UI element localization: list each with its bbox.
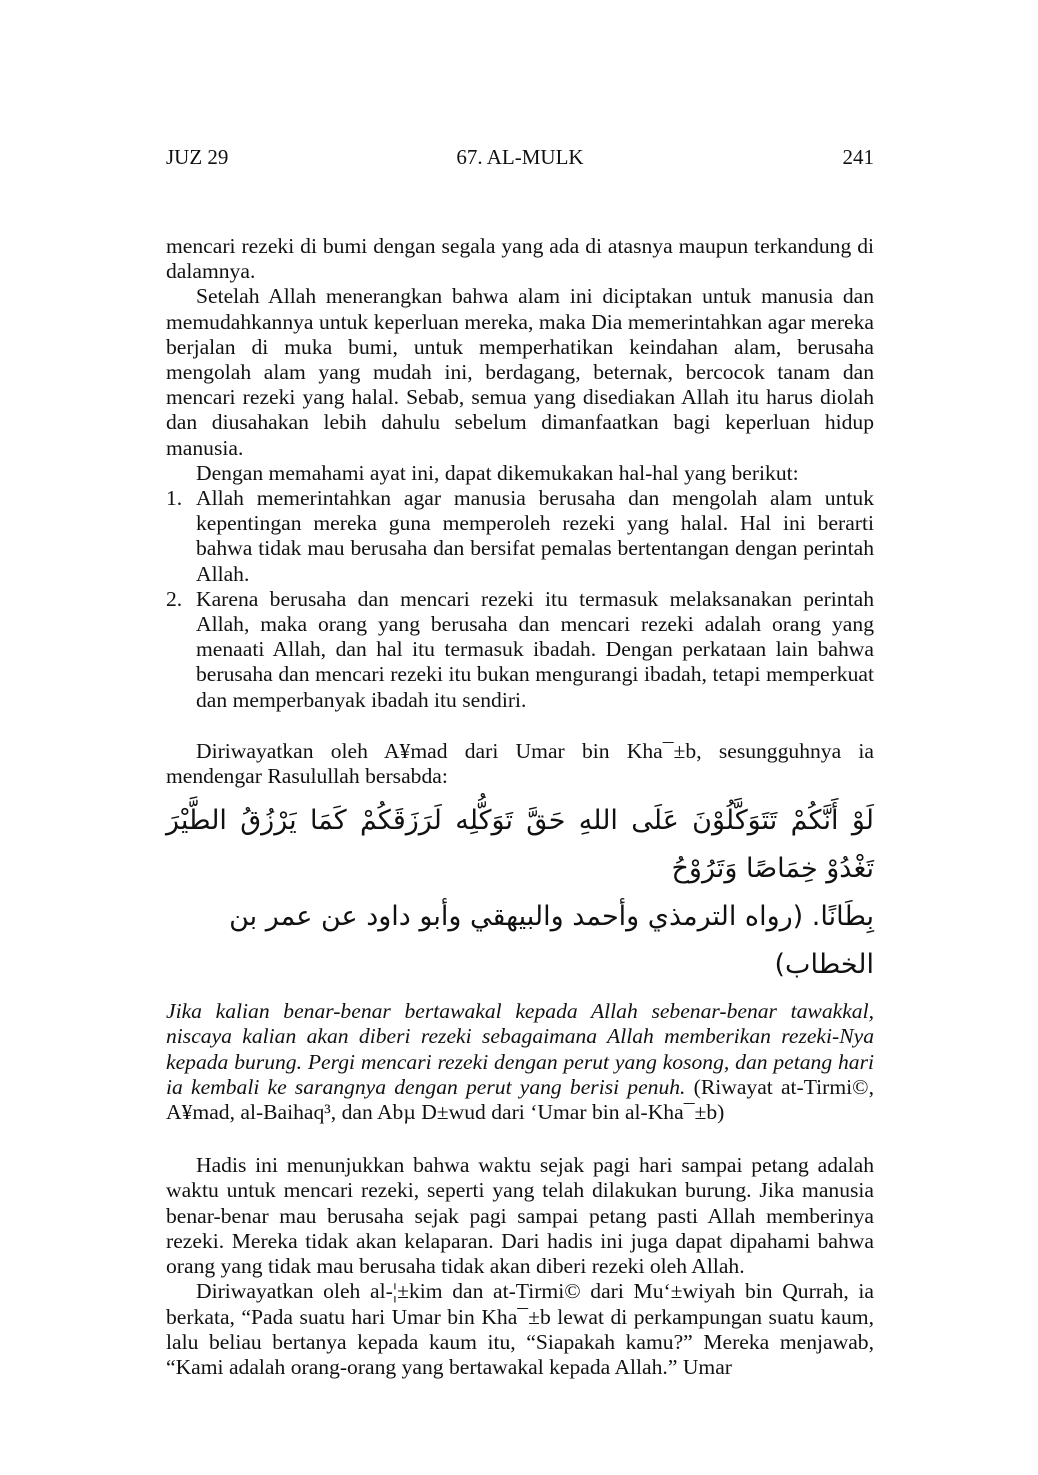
list-item (166, 486, 874, 587)
juz-label: JUZ 29 (166, 145, 229, 169)
list-text: Allah memerintahkan agar manusia berusaha dan mengolah alam untuk kepentingan mereka guna memperoleh rezeki yang halal. Hal ini berarti bahwa tidak mau berusaha dan bersifat pemalas bertentangan dengan perintah Allah. (196, 486, 874, 586)
page-number: 241 (842, 145, 874, 169)
list-item (166, 587, 874, 713)
list-number: 2. (166, 586, 183, 611)
arabic-line-1: لَوْ أَنَّكُمْ تَتَوَكَّلُوْنَ عَلَى اللهِ حَقَّ تَوَكُّلِه لَرَزَقَكُمْ كَمَا يَرْزُقُ الطَّيْرَ تَغْدُوْ خِمَاصًا وَتَرُوْحُ (166, 805, 874, 885)
page-body (166, 234, 874, 1380)
paragraph-list-intro: Dengan memahami ayat ini, dapat dikemukakan hal-hal yang berikut: (196, 460, 799, 485)
paragraph-narration: Diriwayatkan oleh al-¦±kim dan at-Tirmi© dari Mu‘±wiyah bin Qurrah, ia berkata, “Pada suatu hari Umar bin Kha¯±b lewat di perkampungan suatu kaum, lalu beliau bertanya kepada kaum itu, “Siapakah kamu?” Mereka menjawab, “Kami adalah orang-orang yang bertawakal kepada Allah.” Umar (166, 1279, 874, 1379)
spacer (166, 713, 874, 739)
arabic-line-2: بِطَانًا. (رواه الترمذي وأحمد والبيهقي وأبو داود عن عمر بن الخطاب) (229, 901, 874, 981)
spacer (166, 1125, 874, 1153)
translation-source: (Riwayat at-Tirmi©, A¥mad, al-Baihaq³, dan Abµ D±wud dari ‘Umar bin al-Kha¯±b) (166, 1074, 874, 1125)
arabic-hadith (166, 797, 874, 989)
numbered-list (166, 486, 874, 713)
paragraph-commentary: Hadis ini menunjukkan bahwa waktu sejak pagi hari sampai petang adalah waktu untuk mencari rezeki, seperti yang telah dilakukan burung. Jika manusia benar-benar mau berusaha sejak pagi sampai petang pasti Allah memberinya rezeki. Mereka tidak akan kelaparan. Dari hadis ini juga dapat dipahami bahwa orang yang tidak mau berusaha tidak akan diberi rezeki oleh Allah. (166, 1153, 874, 1279)
paragraph-explanation: Setelah Allah menerangkan bahwa alam ini diciptakan untuk manusia dan memudahkannya untuk keperluan mereka, maka Dia memerintahkan agar mereka berjalan di muka bumi, untuk memperhatikan keindahan alam, berusaha mengolah alam yang mudah ini, berdagang, beternak, bercocok tanam dan mencari rezeki yang halal. Sebab, semua yang disediakan Allah itu harus diolah dan diusahakan lebih dahulu sebelum dimanfaatkan bagi keperluan hidup manusia. (166, 284, 874, 460)
list-text: Karena berusaha dan mencari rezeki itu termasuk melaksanakan perintah Allah, maka orang yang berusaha dan mencari rezeki adalah orang yang menaati Allah, dan hal itu termasuk ibadah. Dengan perkataan lain bahwa berusaha dan mencari rezeki itu bukan mengurangi ibadah, tetapi memperkuat dan memperbanyak ibadah itu sendiri. (196, 586, 874, 712)
paragraph-continuation: mencari rezeki di bumi dengan segala yang ada di atasnya maupun terkandung di dalamnya. (166, 234, 874, 284)
hadith-intro: Diriwayatkan oleh A¥mad dari Umar bin Kha¯±b, sesungguhnya ia mendengar Rasulullah bersabda: (166, 738, 874, 789)
translation-italic: Jika kalian benar-benar bertawakal kepada Allah sebenar-benar tawakkal, niscaya kalian akan diberi rezeki sebagaimana Allah memberikan rezeki-Nya kepada burung. Pergi mencari rezeki dengan perut yang kosong, dan petang hari ia kembali ke sarangnya dengan perut yang berisi penuh. (166, 999, 874, 1099)
surah-title: 67. AL-MULK (456, 145, 584, 169)
list-number: 1. (166, 486, 183, 511)
running-header (166, 145, 874, 175)
hadith-translation (166, 999, 874, 1125)
